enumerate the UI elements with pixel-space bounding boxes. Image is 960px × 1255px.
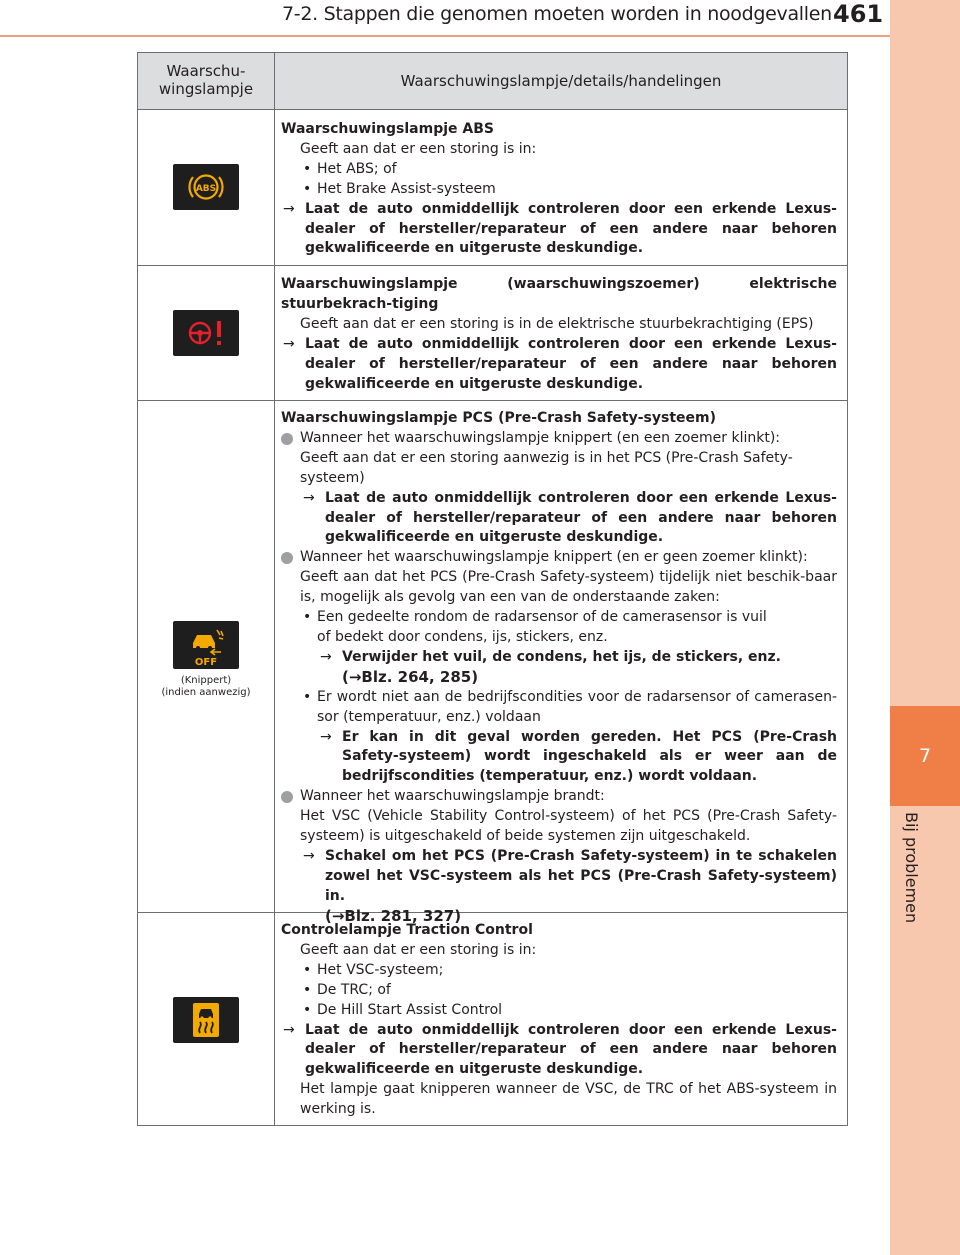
row-divider: [138, 265, 847, 266]
table-header: [138, 53, 847, 110]
arrow-icon: →: [303, 489, 315, 506]
action-text: [281, 489, 837, 549]
traction-control-icon: [173, 997, 239, 1043]
traction-control-description: [281, 921, 837, 1120]
eps-warning-icon: [173, 310, 239, 356]
action-text: [281, 847, 837, 907]
list-item: • Het VSC-systeem;: [281, 961, 837, 981]
page-reference: (→Blz. 264, 285): [342, 667, 479, 686]
case-heading: [281, 429, 837, 449]
action-label: Verwijder het vuil, de condens, het ijs, de stickers, enz.: [342, 648, 781, 665]
case-text: Geeft aan dat het PCS (Pre-Crash Safety-systeem) tijdelijk niet beschik-baar is, mogelijk als gevolg van een van de onderstaande zaken:: [300, 569, 837, 606]
chapter-tab: [890, 706, 960, 806]
arrow-icon: →: [303, 847, 315, 864]
action-label: Laat de auto onmiddellijk controleren door een erkende Lexus-dealer of hersteller/reparateur of een andere naar behoren gekwalificeerde en uitgeruste deskundige.: [305, 1021, 837, 1078]
eps-description: [281, 275, 837, 394]
pcs-description: [281, 409, 837, 927]
action-label: Schakel om het PCS (Pre-Crash Safety-systeem) in te schakelen zowel het VSC-systeem als het PCS (Pre-Crash Safety-systeem) in.: [325, 847, 837, 904]
chapter-label: Bij problemen: [902, 812, 921, 924]
case-text: Geeft aan dat er een storing aanwezig is in het PCS (Pre-Crash Safety-systeem): [300, 449, 793, 486]
list-item: • Er wordt niet aan de bedrijfscondities voor de radarsensor of camerasen-sor (temperatuur, enz.) voldaan: [281, 688, 837, 728]
page-number: 461: [833, 0, 884, 28]
action-label: Laat de auto onmiddellijk controleren door een erkende Lexus-dealer of hersteller/reparateur of een andere naar behoren gekwalificeerde en uitgeruste deskundige.: [305, 335, 837, 392]
list-item: • Een gedeelte rondom de radarsensor of de camerasensor is vuil: [281, 608, 837, 628]
page-reference: (→Blz. 281, 327): [325, 906, 462, 925]
list-item: • De TRC; of: [281, 981, 837, 1001]
row-text: Geeft aan dat er een storing is in de elektrische stuurbekrachtiging (EPS): [300, 315, 814, 332]
case-heading-text: Wanneer het waarschuwingslampje knippert (en er geen zoemer klinkt):: [300, 549, 808, 566]
row-divider: [138, 400, 847, 401]
action-text: [281, 1021, 837, 1081]
action-text: [281, 335, 837, 395]
action-label: Laat de auto onmiddellijk controleren door een erkende Lexus-dealer of hersteller/reparateur of een andere naar behoren gekwalificeerde en uitgeruste deskundige.: [325, 489, 837, 546]
case-heading-text: Wanneer het waarschuwingslampje brandt:: [300, 788, 605, 805]
action-label: Er kan in dit geval worden gereden. Het PCS (Pre-Crash Safety-systeem) wordt ingeschakeld als er weer aan de bedrijfscondities (temperatuur, enz.) wordt voldaan.: [342, 728, 837, 785]
arrow-icon: →: [283, 1021, 295, 1038]
column-header-details: Waarschuwingslampje/details/handelingen: [400, 72, 722, 90]
page-header-title: 7-2. Stappen die genomen moeten worden in noodgevallen: [282, 3, 832, 25]
pcs-off-label: OFF: [194, 657, 218, 668]
icon-note-if-equipped: (indien aanwezig): [161, 687, 251, 698]
action-label: Laat de auto onmiddellijk controleren door een erkende Lexus-dealer of hersteller/reparateur of een andere naar behoren gekwalificeerde en uitgeruste deskundige.: [305, 200, 837, 257]
arrow-icon: →: [320, 648, 332, 665]
bullet-circle-icon: [281, 552, 293, 564]
case-heading: [281, 787, 837, 807]
row-title: Waarschuwingslampje (waarschuwingszoemer) elektrische stuurbekrach-tiging: [281, 276, 837, 312]
action-text: [281, 728, 837, 788]
list-item: • Het Brake Assist-systeem: [281, 180, 837, 200]
pcs-warning-icon: [173, 621, 239, 669]
arrow-icon: →: [283, 335, 295, 352]
row-text: Geeft aan dat er een storing is in:: [300, 140, 537, 157]
svg-text:ABS: ABS: [195, 184, 217, 194]
icon-note-flashing: (Knippert): [180, 675, 232, 686]
bullet-circle-icon: [281, 433, 293, 445]
case-heading-text: Wanneer het waarschuwingslampje knippert (en een zoemer klinkt):: [300, 429, 780, 446]
chapter-number: 7: [918, 745, 932, 767]
action-text: [281, 200, 837, 260]
row-title: Controlelampje Traction Control: [281, 922, 533, 938]
bullet-circle-icon: [281, 791, 293, 803]
column-divider: [274, 53, 275, 1125]
column-header-lamp: Waarschu- wingslampje: [158, 62, 254, 98]
row-title: Waarschuwingslampje PCS (Pre-Crash Safety-systeem): [281, 410, 717, 426]
header-rule: [0, 35, 890, 37]
row-title: Waarschuwingslampje ABS: [281, 121, 494, 137]
row-note: Het lampje gaat knipperen wanneer de VSC, de TRC of het ABS-systeem in werking is.: [300, 1081, 837, 1118]
row-text: Geeft aan dat er een storing is in:: [300, 941, 537, 958]
action-text: [281, 648, 837, 668]
case-heading: [281, 548, 837, 568]
side-band: [890, 0, 960, 1255]
arrow-icon: →: [283, 200, 295, 217]
arrow-icon: →: [320, 728, 332, 745]
list-item-continued: of bedekt door condens, ijs, stickers, enz.: [317, 628, 608, 645]
list-item: • Het ABS; of: [281, 160, 837, 180]
abs-description: [281, 120, 837, 259]
warning-lamp-table: [137, 52, 848, 1126]
case-text: Het VSC (Vehicle Stability Control-systeem) of het PCS (Pre-Crash Safety-systeem) is uitgeschakeld of beide systemen zijn uitgeschakeld.: [300, 808, 837, 845]
list-item: • De Hill Start Assist Control: [281, 1001, 837, 1021]
abs-warning-icon: [173, 164, 239, 210]
